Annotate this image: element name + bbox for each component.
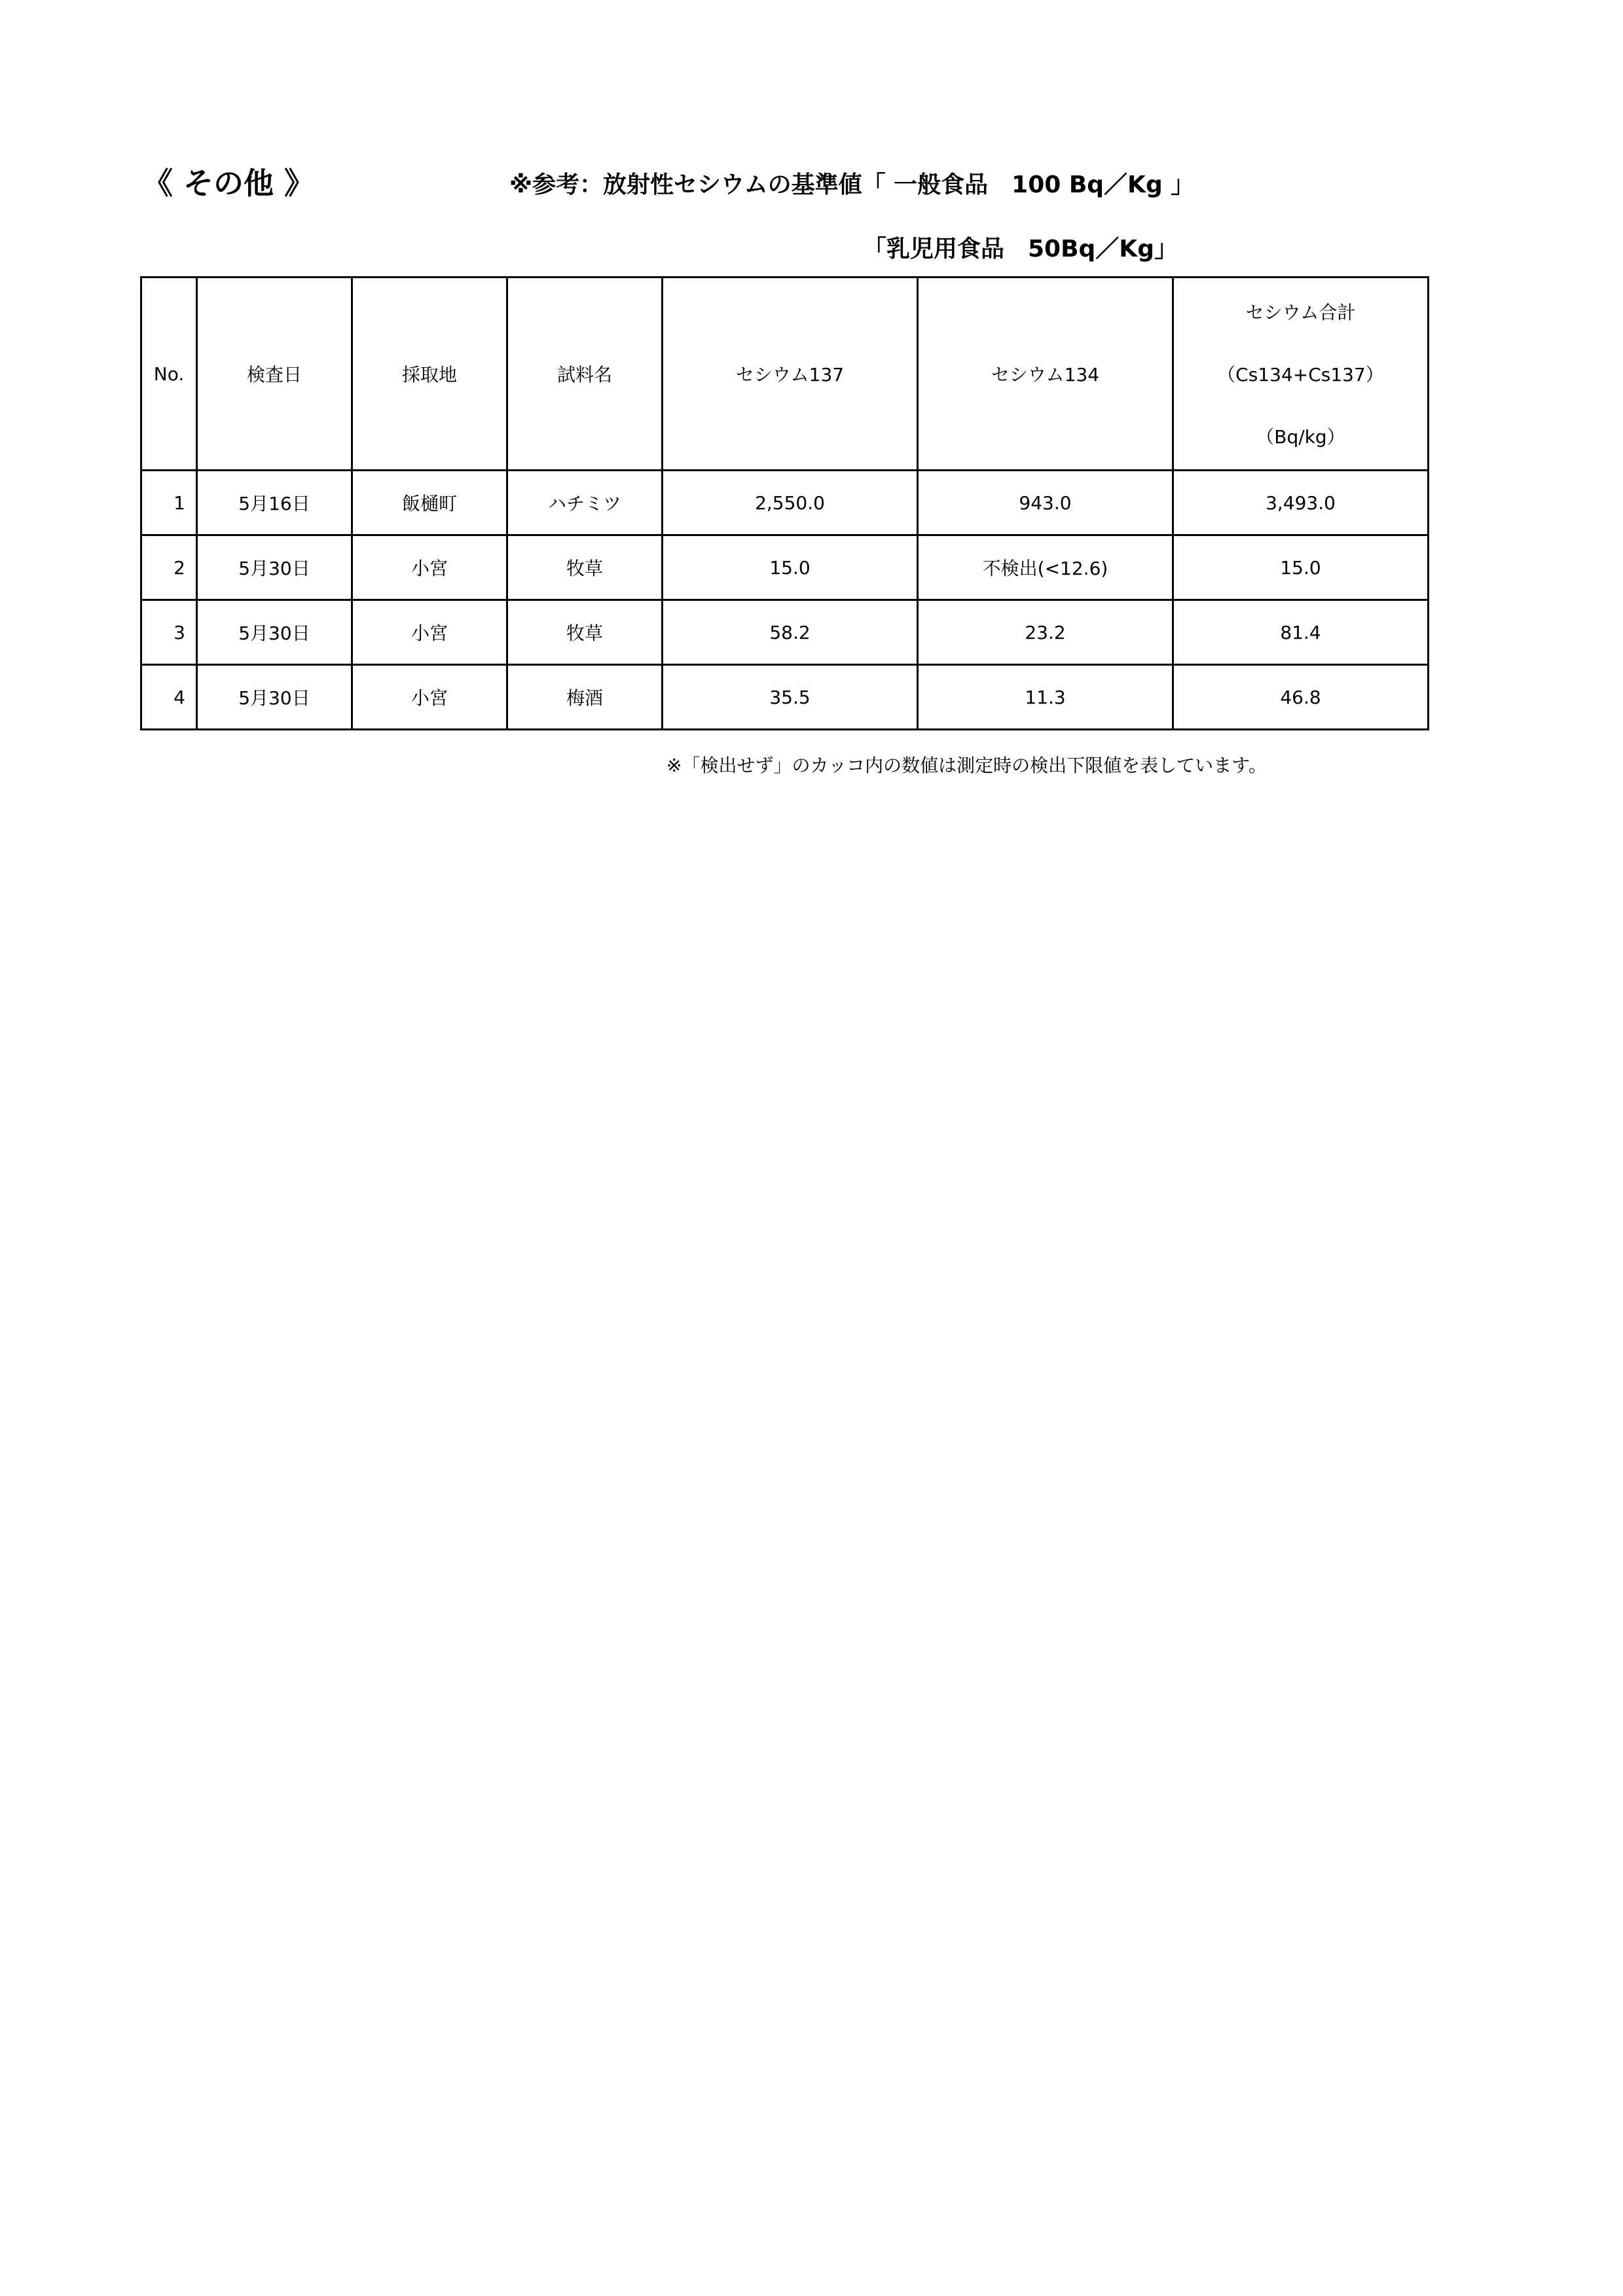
cell-sample: 梅酒: [507, 665, 663, 730]
table-row: [141, 535, 1429, 600]
cell-location: 小宮: [352, 535, 507, 600]
cell-no: 4: [141, 665, 197, 730]
cell-location: 小宮: [352, 665, 507, 730]
cell-location: 小宮: [352, 600, 507, 665]
cell-total: 15.0: [1173, 535, 1429, 600]
cell-cs134: 11.3: [918, 665, 1173, 730]
cell-cs137: 2,550.0: [663, 471, 918, 535]
table-header-row: [141, 278, 1429, 471]
col-header-total-formula: （Cs134+Cs137）: [1217, 364, 1384, 386]
cell-cs134: 23.2: [918, 600, 1173, 665]
cell-total: 46.8: [1173, 665, 1429, 730]
col-header-sample: 試料名: [507, 278, 663, 471]
cell-cs137: 15.0: [663, 535, 918, 600]
table-row: [141, 471, 1429, 535]
col-header-total-unit: （Bq/kg）: [1256, 426, 1345, 448]
col-header-total: [1173, 278, 1429, 471]
reference-standard-general: ※参考：放射性セシウムの基準値「 一般食品 100 Bq／Kg 」: [509, 171, 1195, 198]
col-header-no: No.: [141, 278, 197, 471]
cell-sample: ハチミツ: [507, 471, 663, 535]
cell-no: 2: [141, 535, 197, 600]
cell-no: 1: [141, 471, 197, 535]
cell-no: 3: [141, 600, 197, 665]
col-header-cs134: セシウム134: [918, 278, 1173, 471]
cell-date: 5月30日: [197, 535, 352, 600]
cell-total: 81.4: [1173, 600, 1429, 665]
footnote: ※「検出せず」のカッコ内の数値は測定時の検出下限値を表しています。: [666, 755, 1267, 776]
cell-cs137: 35.5: [663, 665, 918, 730]
table-row: [141, 600, 1429, 665]
cell-cs137: 58.2: [663, 600, 918, 665]
cell-total: 3,493.0: [1173, 471, 1429, 535]
reference-standard-infant: 「乳児用食品 50Bq／Kg」: [863, 236, 1178, 262]
col-header-location: 採取地: [352, 278, 507, 471]
cell-cs134: 943.0: [918, 471, 1173, 535]
col-header-total-title: セシウム合計: [1245, 302, 1356, 323]
cell-date: 5月30日: [197, 600, 352, 665]
cell-location: 飯樋町: [352, 471, 507, 535]
cell-date: 5月30日: [197, 665, 352, 730]
cell-sample: 牧草: [507, 535, 663, 600]
table-row: [141, 665, 1429, 730]
page-title: 《 その他 》: [143, 166, 315, 201]
cell-sample: 牧草: [507, 600, 663, 665]
col-header-date: 検査日: [197, 278, 352, 471]
col-header-cs137: セシウム137: [663, 278, 918, 471]
cell-cs134: 不検出(<12.6): [918, 535, 1173, 600]
results-table: [140, 276, 1429, 730]
cell-date: 5月16日: [197, 471, 352, 535]
